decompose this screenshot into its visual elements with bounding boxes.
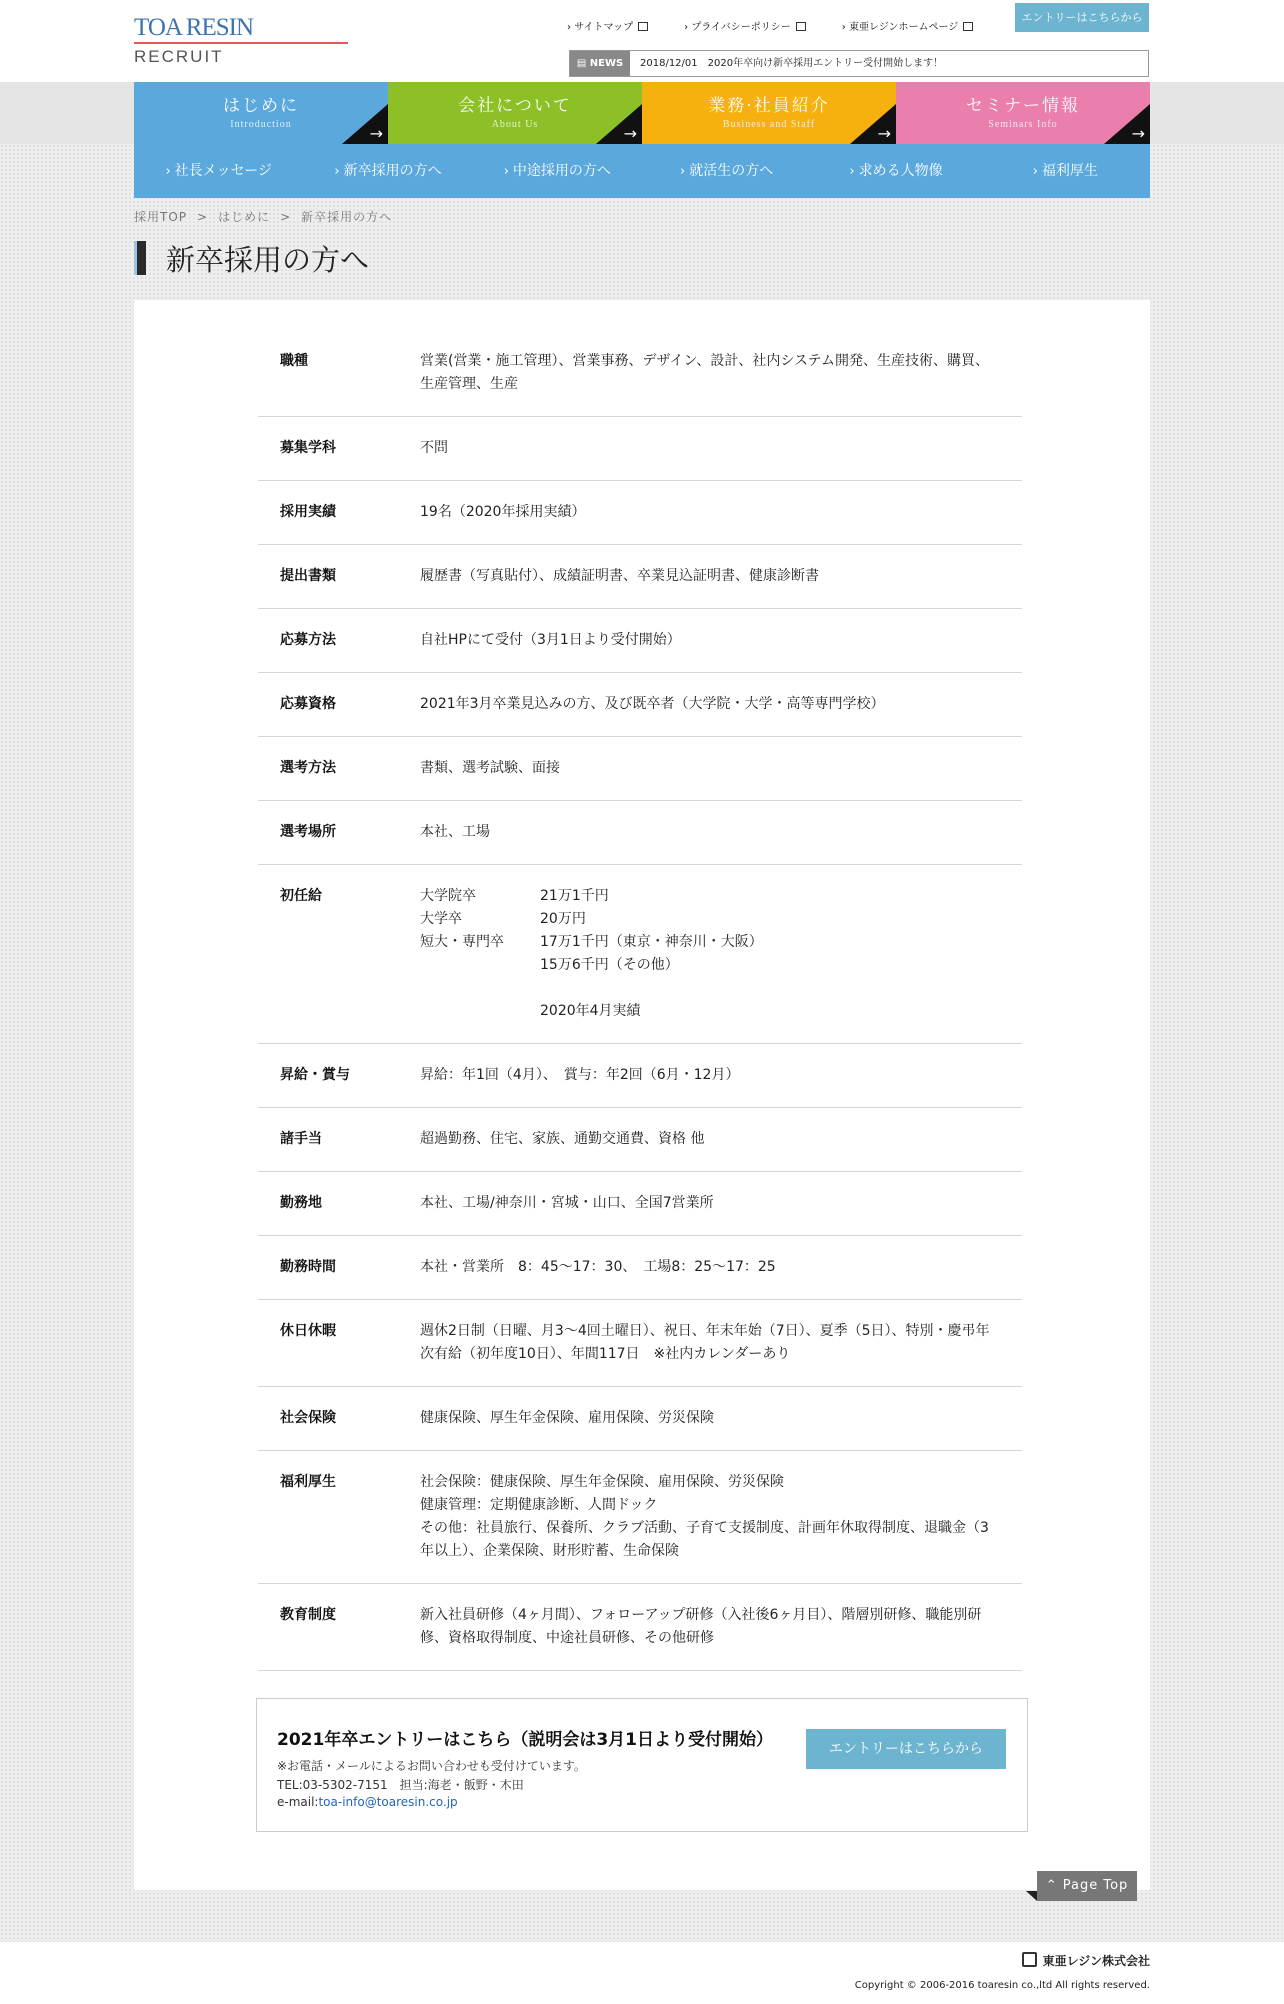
- news-tag-label: NEWS: [589, 58, 624, 69]
- entry-email-line: [277, 1795, 458, 1809]
- salary-degree: [420, 954, 540, 977]
- salary-degree: [420, 977, 540, 1000]
- email-link[interactable]: toa-info@toaresin.co.jp: [318, 1795, 458, 1809]
- row-label: 選考方法: [280, 760, 336, 776]
- privacy-link-label: プライバシーポリシー: [691, 22, 791, 33]
- table-row: [258, 1451, 1022, 1584]
- welfare-line: その他：社員旅行、保養所、クラブ活動、子育て支援制度、計画年休取得制度、退職金（3年以上）、企業保険、財形貯蓄、生命保険: [420, 1520, 989, 1559]
- salary-amount: [540, 977, 1000, 1000]
- gnav-sublabel: Seminars Info: [988, 119, 1058, 130]
- row-value: 本社、工場/神奈川・宮城・山口、全国7営業所: [420, 1195, 714, 1211]
- table-row: [258, 545, 1022, 609]
- entry-heading: 2021年卒エントリーはこちら（説明会は3月1日より受付開始）: [277, 1730, 773, 1750]
- subnav-job-seekers[interactable]: [642, 144, 811, 198]
- salary-amount: 21万1千円: [540, 888, 609, 904]
- external-link-icon: [638, 22, 648, 31]
- table-row: [258, 801, 1022, 865]
- row-label: 教育制度: [280, 1607, 336, 1623]
- table-row: [258, 737, 1022, 801]
- company-logo-icon: [1022, 1952, 1037, 1967]
- gnav-label: はじめに: [223, 96, 299, 116]
- site-header: [0, 0, 1284, 82]
- row-label: 採用実績: [280, 504, 336, 520]
- subnav-label: 福利厚生: [1041, 163, 1098, 179]
- copyright: Copyright © 2006-2016 toaresin co.,ltd All rights reserved.: [854, 1980, 1150, 1991]
- salary-degree: 短大・専門卒: [420, 934, 504, 950]
- row-value: 新入社員研修（4ヶ月間）、フォローアップ研修（入社後6ヶ月目）、階層別研修、職能別研修、資格取得制度、中途社員研修、その他研修: [420, 1607, 982, 1646]
- breadcrumb-introduction[interactable]: はじめに: [218, 210, 271, 224]
- row-label: 勤務時間: [280, 1259, 336, 1275]
- email-label: e-mail:: [277, 1795, 319, 1809]
- chevron-right-icon: ›: [165, 164, 171, 179]
- row-label: 募集学科: [280, 440, 336, 456]
- site-logo[interactable]: [134, 16, 348, 66]
- news-text: 2020年卒向け新卒採用エントリー受付開始します！: [707, 58, 944, 69]
- row-label: 福利厚生: [280, 1474, 336, 1490]
- table-row: [258, 481, 1022, 545]
- subnav-label: 求める人物像: [858, 163, 943, 179]
- subnav-welfare[interactable]: [981, 144, 1150, 198]
- table-row: [258, 609, 1022, 673]
- entry-button-top[interactable]: エントリーはこちらから: [1015, 3, 1149, 32]
- utility-links: [567, 18, 1009, 33]
- gnav-sublabel: About Us: [491, 119, 539, 130]
- gnav-label: 会社について: [458, 96, 572, 116]
- homepage-link-label: 東亜レジンホームページ: [848, 22, 959, 33]
- table-row: [258, 1300, 1022, 1387]
- row-value: 自社HPにて受付（3月1日より受付開始）: [420, 632, 681, 648]
- row-value: 19名（2020年採用実績）: [420, 504, 586, 520]
- salary-amount: 17万1千円（東京・神奈川・大阪）: [540, 934, 763, 950]
- row-label: 休日休暇: [280, 1323, 336, 1339]
- breadcrumb-separator: >: [280, 210, 292, 224]
- chevron-right-icon: ›: [849, 164, 855, 179]
- salary-degree: 大学卒: [420, 911, 462, 927]
- external-link-icon: [796, 22, 806, 31]
- gnav-seminars[interactable]: [896, 82, 1150, 144]
- logo-wordmark: TOA RESIN: [134, 14, 254, 41]
- logo-underline: [134, 42, 348, 44]
- arrow-right-icon: →: [369, 124, 383, 143]
- row-value: 履歴書（写真貼付）、成績証明書、卒業見込証明書、健康診断書: [420, 568, 819, 584]
- subnav-label: 社長メッセージ: [174, 163, 272, 179]
- row-value: 昇給：年1回（4月）、 賞与：年2回（6月・12月）: [420, 1067, 740, 1083]
- arrow-right-icon: →: [623, 124, 637, 143]
- row-label: 初任給: [280, 888, 322, 904]
- gnav-business-staff[interactable]: [642, 82, 896, 144]
- chevron-right-icon: ›: [1032, 164, 1038, 179]
- salary-grid: [420, 885, 1000, 1023]
- table-row: [258, 1108, 1022, 1172]
- chevron-right-icon: ›: [334, 164, 340, 179]
- global-nav: [134, 82, 1150, 144]
- breadcrumb-recruit-top[interactable]: 採用TOP: [134, 210, 188, 224]
- row-value: 超過勤務、住宅、家族、通勤交通費、資格 他: [420, 1131, 705, 1147]
- recruitment-table: [258, 330, 1022, 1671]
- news-date: 2018/12/01: [640, 58, 698, 69]
- chevron-right-icon: ›: [503, 164, 509, 179]
- entry-note: ※お電話・メールによるお問い合わせも受付けています。: [277, 1759, 586, 1773]
- row-value: 書類、選考試験、面接: [420, 760, 560, 776]
- row-value: 健康保険、厚生年金保険、雇用保険、労災保険: [420, 1410, 714, 1426]
- breadcrumb-separator: >: [197, 210, 209, 224]
- homepage-link[interactable]: › 東亜レジンホームページ: [842, 18, 974, 33]
- subnav-new-graduates[interactable]: [303, 144, 472, 198]
- page-top-shadow: [1026, 1891, 1037, 1901]
- row-label: 職種: [280, 353, 308, 369]
- subnav-label: 新卒採用の方へ: [343, 163, 442, 179]
- table-row: [258, 1236, 1022, 1300]
- gnav-introduction[interactable]: [134, 82, 388, 144]
- footer-company[interactable]: [1022, 1952, 1150, 1969]
- page-top-button[interactable]: [1037, 1871, 1137, 1901]
- external-link-icon: [963, 22, 973, 31]
- salary-note: 2020年4月実績: [540, 1003, 641, 1019]
- page-title: [134, 238, 369, 278]
- welfare-line: 健康管理：定期健康診断、人間ドック: [420, 1497, 658, 1513]
- sitemap-link[interactable]: › サイトマップ: [567, 18, 648, 33]
- privacy-link[interactable]: › プライバシーポリシー: [684, 18, 806, 33]
- subnav-ideal-candidate[interactable]: [811, 144, 980, 198]
- breadcrumb: [134, 208, 392, 225]
- table-row: [258, 1044, 1022, 1108]
- row-value: 週休2日制（日曜、月3～4回土曜日）、祝日、年末年始（7日）、夏季（5日）、特別・慶弔年次有給（初年度10日）、年間117日 ※社内カレンダーあり: [420, 1323, 990, 1362]
- entry-button[interactable]: エントリーはこちらから: [806, 1729, 1006, 1769]
- table-row: [258, 865, 1022, 1044]
- news-tag: ▤ NEWS: [570, 51, 630, 76]
- row-value: 本社、工場: [420, 824, 490, 840]
- row-label: 昇給・賞与: [280, 1067, 350, 1083]
- table-row: [258, 673, 1022, 737]
- gnav-sublabel: Business and Staff: [722, 119, 816, 130]
- table-row: [258, 1172, 1022, 1236]
- table-row: [258, 1387, 1022, 1451]
- gnav-about-us[interactable]: [388, 82, 642, 144]
- sub-nav: [134, 144, 1150, 198]
- subnav-label: 就活生の方へ: [689, 163, 774, 179]
- row-label: 応募資格: [280, 696, 336, 712]
- arrow-up-icon: ⌃: [1045, 1878, 1063, 1893]
- row-label: 応募方法: [280, 632, 336, 648]
- page-top-label: Page Top: [1062, 1878, 1129, 1893]
- logo-subtitle: RECRUIT: [134, 47, 224, 66]
- content-panel: [134, 300, 1150, 1890]
- breadcrumb-current: 新卒採用の方へ: [301, 210, 393, 224]
- gnav-label: セミナー情報: [966, 96, 1080, 116]
- row-label: 提出書類: [280, 568, 336, 584]
- table-row: [258, 330, 1022, 417]
- arrow-right-icon: →: [877, 124, 891, 143]
- gnav-sublabel: Introduction: [230, 119, 292, 130]
- row-value: [420, 1471, 1000, 1563]
- arrow-right-icon: →: [1131, 124, 1145, 143]
- news-ticker[interactable]: [569, 50, 1149, 77]
- title-marker: [134, 241, 146, 275]
- entry-tel: TEL:03-5302-7151 担当:海老・飯野・木田: [277, 1778, 524, 1792]
- site-footer: [0, 1942, 1284, 2004]
- gnav-label: 業務·社員紹介: [708, 96, 830, 116]
- page-title-text: 新卒採用の方へ: [166, 242, 370, 277]
- salary-amount: 15万6千円（その他）: [540, 957, 679, 973]
- row-label: 選考場所: [280, 824, 336, 840]
- entry-info-box: [256, 1698, 1028, 1832]
- subnav-label: 中途採用の方へ: [512, 163, 611, 179]
- footer-company-name: 東亜レジン株式会社: [1042, 1954, 1150, 1968]
- row-value: 営業(営業・施工管理）、営業事務、デザイン、設計、社内システム開発、生産技術、購買、生産管理、生産: [420, 353, 989, 392]
- row-value: 2021年3月卒業見込みの方、及び既卒者（大学院・大学・高等専門学校）: [420, 696, 885, 712]
- table-row: [258, 417, 1022, 481]
- row-label: 社会保険: [280, 1410, 336, 1426]
- chevron-right-icon: ›: [680, 164, 686, 179]
- welfare-line: 社会保険：健康保険、厚生年金保険、雇用保険、労災保険: [420, 1474, 784, 1490]
- salary-degree: 大学院卒: [420, 888, 476, 904]
- salary-degree: [420, 1000, 540, 1023]
- row-label: 諸手当: [280, 1131, 322, 1147]
- row-value: 不問: [420, 440, 448, 456]
- subnav-president-message[interactable]: [134, 144, 303, 198]
- subnav-mid-career[interactable]: [473, 144, 642, 198]
- row-label: 勤務地: [280, 1195, 322, 1211]
- salary-amount: 20万円: [540, 911, 586, 927]
- sitemap-link-label: サイトマップ: [574, 22, 634, 33]
- table-row: [258, 1584, 1022, 1671]
- row-value: 本社・営業所 8：45～17：30、 工場8：25～17：25: [420, 1259, 776, 1275]
